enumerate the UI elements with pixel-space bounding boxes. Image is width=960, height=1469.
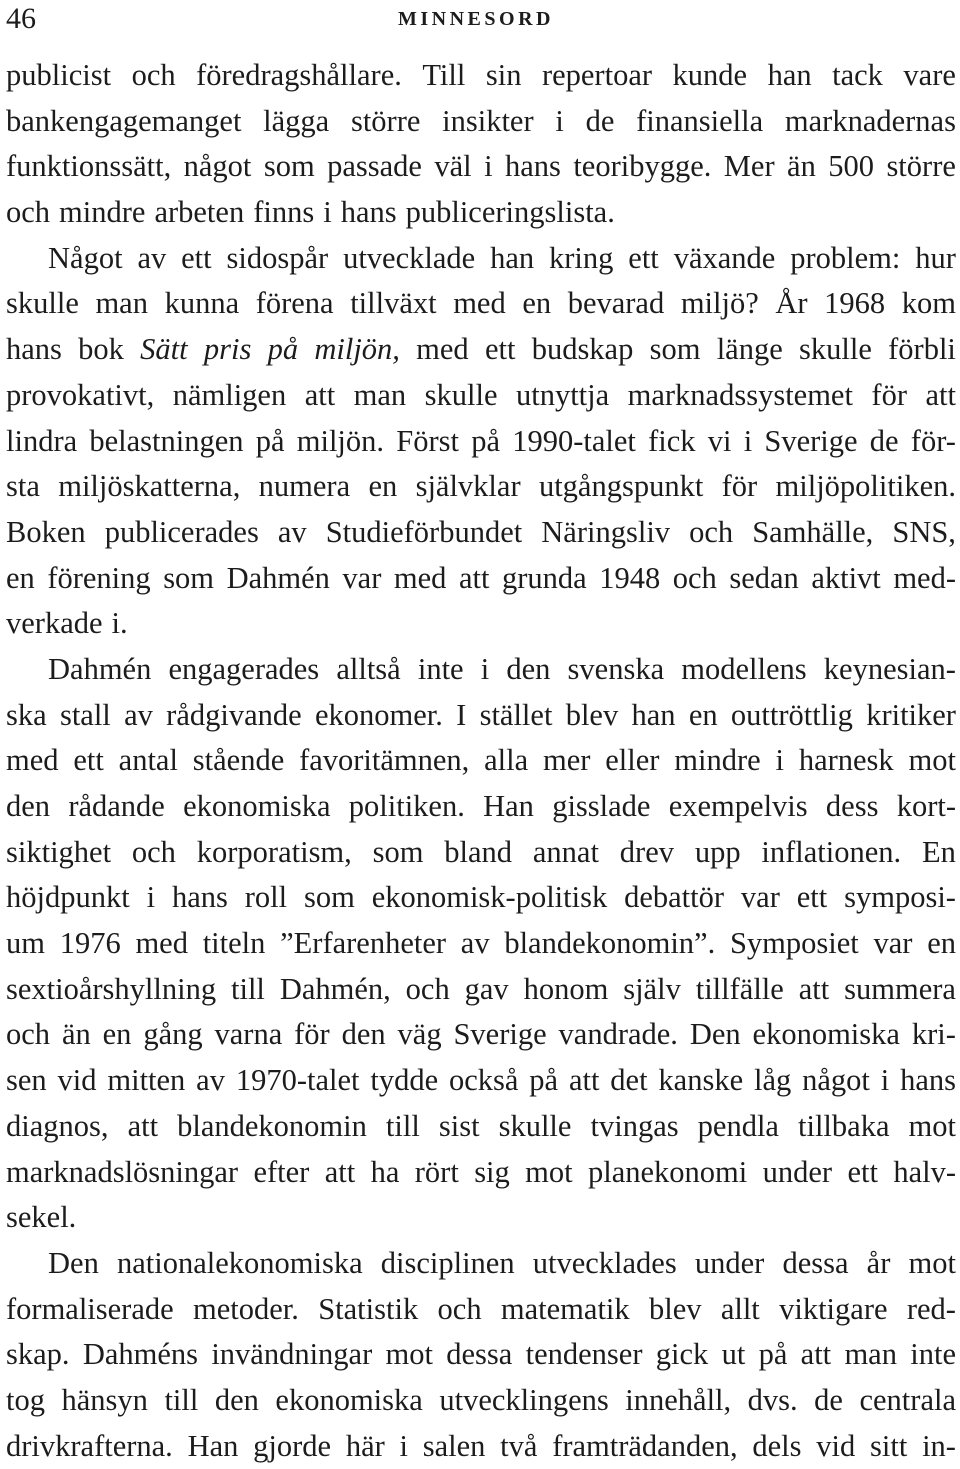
text-line: drivkrafterna. Han gjorde här i salen två framträdanden, dels vid sitt in- <box>6 1428 956 1463</box>
running-head <box>6 0 956 40</box>
text-line: ska stall av rådgivande ekonomer. I stället blev han en outtröttlig kritiker <box>6 697 956 732</box>
text-line: och mindre arbeten finns i hans publiceringslista. <box>6 195 615 230</box>
text-line: med ett antal stående favoritämnen, alla mer eller mindre i harnesk mot <box>6 743 956 778</box>
text-line: siktighet och korporatism, som bland annat drev upp inflationen. En <box>6 834 956 869</box>
text-line: sekel. <box>6 1200 77 1235</box>
text-line: höjdpunkt i hans roll som ekonomisk-politisk debattör var ett symposi- <box>6 880 956 915</box>
text-line: sta miljöskatterna, numera en självklar utgångspunkt för miljöpolitiken. <box>6 469 956 504</box>
text-line: publicist och föredragshållare. Till sin repertoar kunde han tack vare <box>6 58 956 92</box>
text-line: skap. Dahméns invändningar mot dessa tendenser gick ut på att man inte <box>6 1337 956 1372</box>
text-line: diagnos, att blandekonomin till sist skulle tvingas pendla tillbaka mot <box>6 1108 956 1143</box>
section-title: MINNESORD <box>398 8 554 30</box>
text-line: bankengagemanget lägga större insikter i de finansiella marknadernas <box>6 103 956 138</box>
text-line: en förening som Dahmén var med att grunda 1948 och sedan aktivt med- <box>6 560 956 595</box>
text-line: skulle man kunna förena tillväxt med en bevarad miljö? År 1968 kom <box>6 286 956 321</box>
text-line: Dahmén engagerades alltså inte i den svenska modellens keynesian- <box>48 651 956 686</box>
text-line: Något av ett sidospår utvecklade han kring ett växande problem: hur <box>48 240 956 275</box>
text-line: Den nationalekonomiska disciplinen utvecklades under dessa år mot <box>48 1245 956 1280</box>
text-line: tog hänsyn till den ekonomiska utvecklingens innehåll, dvs. de centrala <box>6 1382 956 1417</box>
text-line: hans bok Sätt pris på miljön, med ett budskap som länge skulle förbli <box>6 332 956 367</box>
text-line: verkade i. <box>6 606 128 641</box>
body-text <box>6 53 956 1469</box>
text-line: sextioårshyllning till Dahmén, och gav honom själv tillfälle att summera <box>6 971 956 1006</box>
text-line: marknadslösningar efter att ha rört sig mot planekonomi under ett halv- <box>6 1154 956 1189</box>
text-line: och än en gång varna för den väg Sverige vandrade. Den ekonomiska kri- <box>6 1017 956 1052</box>
text-line: formaliserade metoder. Statistik och matematik blev allt viktigare red- <box>6 1291 956 1326</box>
text-line: sen vid mitten av 1970-talet tydde också på att det kanske låg något i hans <box>6 1063 956 1098</box>
text-line: funktionssätt, något som passade väl i hans teoribygge. Mer än 500 större <box>6 149 956 184</box>
text-line: um 1976 med titeln ”Erfarenheter av blandekonomin”. Symposiet var en <box>6 926 956 961</box>
text-line: den rådande ekonomiska politiken. Han gisslade exempelvis dess kort- <box>6 789 956 823</box>
text-line: lindra belastningen på miljön. Först på 1990-talet fick vi i Sverige de för- <box>6 423 956 458</box>
text-line: Boken publicerades av Studieförbundet Näringsliv och Samhälle, SNS, <box>6 514 956 549</box>
text-line: provokativt, nämligen att man skulle utnyttja marknadssystemet för att <box>6 377 956 412</box>
page-number: 46 <box>6 2 36 35</box>
